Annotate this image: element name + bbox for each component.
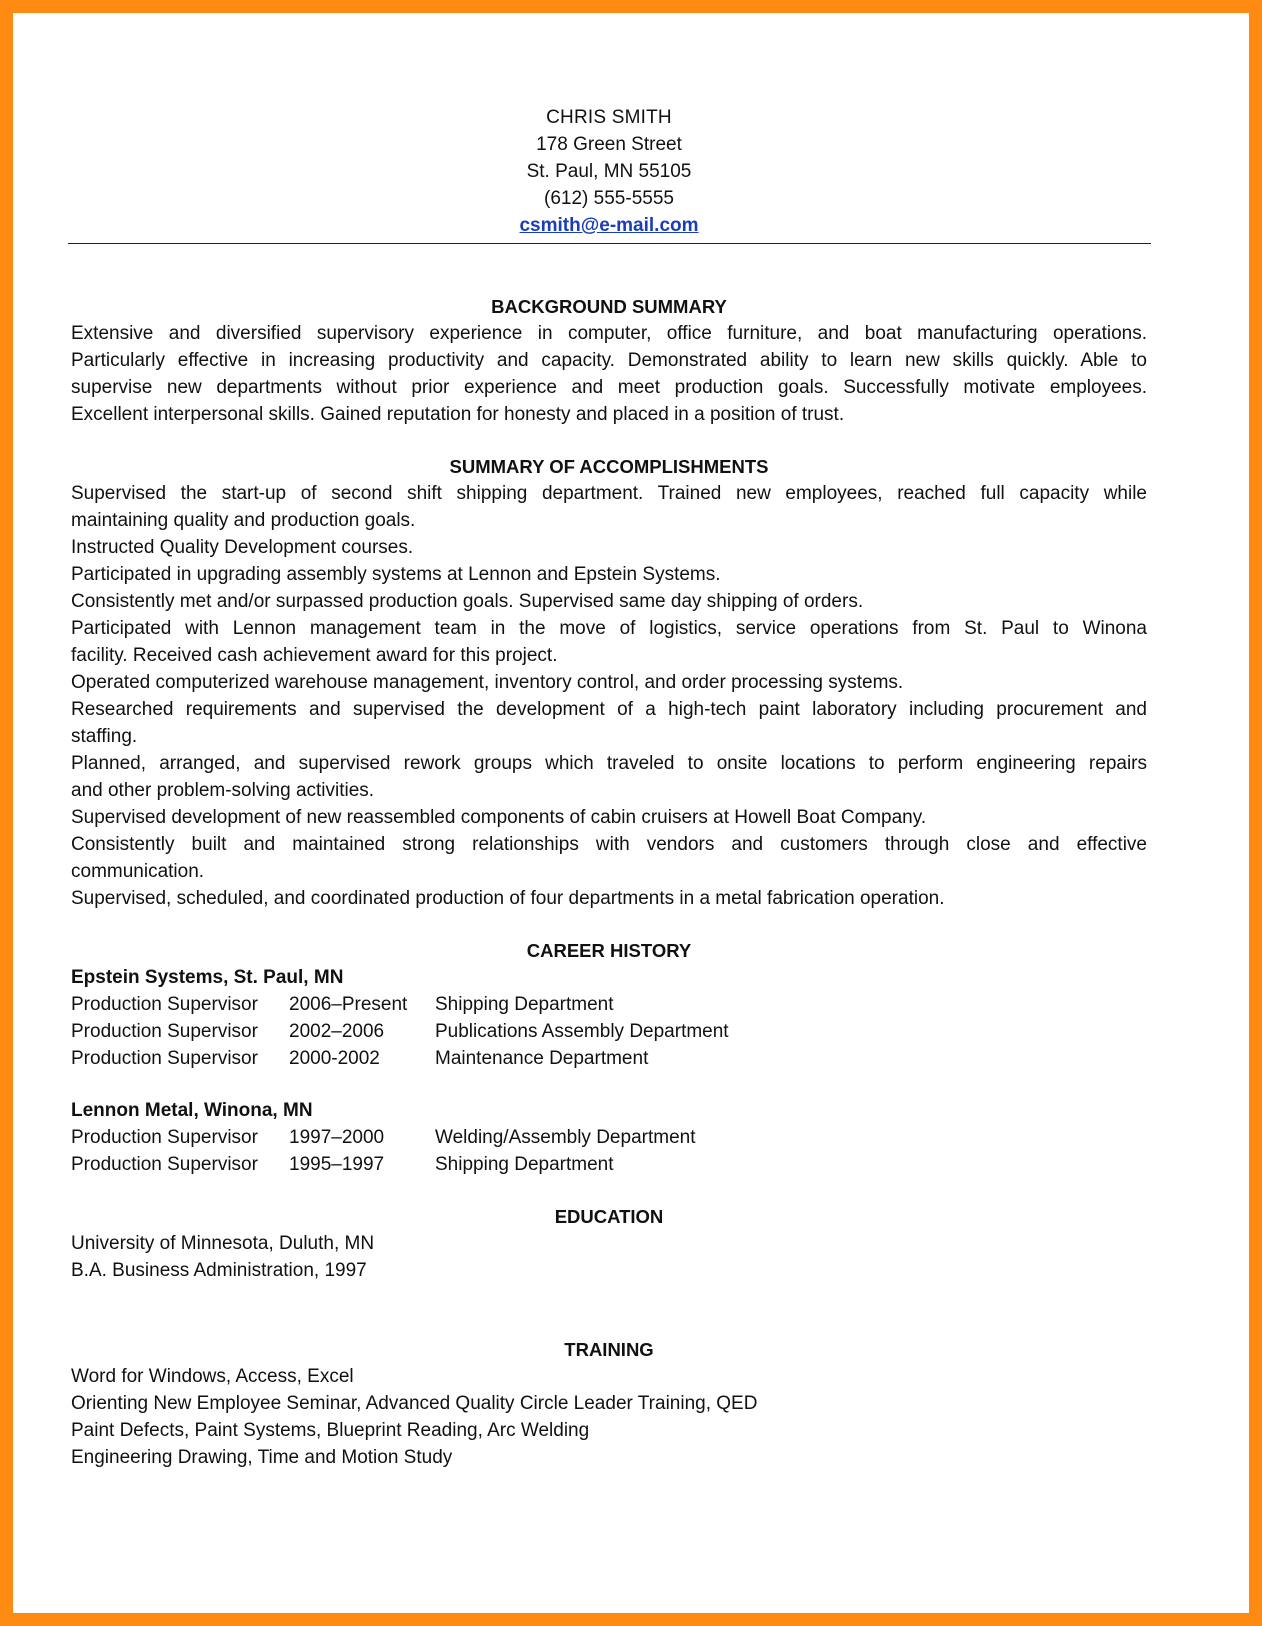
education-heading: EDUCATION — [554, 1206, 664, 1227]
career-history-heading: CAREER HISTORY — [526, 940, 692, 961]
training-item: Orienting New Employee Seminar, Advanced Quality Circle Leader Training, QED — [71, 1393, 758, 1414]
role-years: 1995–1997 — [289, 1154, 385, 1175]
candidate-name: CHRIS SMITH — [546, 107, 672, 128]
training-list — [71, 1363, 1147, 1471]
text-line: and other problem-solving activities. — [71, 780, 375, 801]
role-title: Production Supervisor — [71, 994, 258, 1015]
text-line: Consistently met and/or surpassed production goals. Supervised same day shipping of orders. — [71, 591, 864, 612]
text-line: Supervised the start-up of second shift shipping department. Trained new employees, reached full capacity while — [71, 483, 1147, 504]
resume-document — [71, 104, 1147, 1471]
text-line: Supervised development of new reassembled components of cabin cruisers at Howell Boat Company. — [71, 807, 927, 828]
text-line: Particularly effective in increasing productivity and capacity. Demonstrated ability to learn new skills quickly. Able to — [71, 350, 1147, 371]
text-line: Instructed Quality Development courses. — [71, 537, 414, 558]
role-title: Production Supervisor — [71, 1021, 258, 1042]
training-item: Paint Defects, Paint Systems, Blueprint Reading, Arc Welding — [71, 1420, 590, 1441]
training-heading: TRAINING — [564, 1339, 654, 1360]
text-line: supervise new departments without prior experience and meet production goals. Successfully motivate employees. — [71, 377, 1147, 398]
email-link[interactable]: csmith@e-mail.com — [519, 215, 699, 236]
text-line: Participated with Lennon management team in the move of logistics, service operations from St. Paul to Winona — [71, 618, 1147, 639]
role-department: Publications Assembly Department — [435, 1021, 729, 1042]
training-item: Word for Windows, Access, Excel — [71, 1366, 354, 1387]
role-department: Shipping Department — [435, 994, 614, 1015]
text-line: maintaining quality and production goals. — [71, 510, 416, 531]
career-company — [71, 964, 1147, 1072]
career-role-row — [71, 1045, 1147, 1072]
role-years: 2002–2006 — [289, 1021, 385, 1042]
role-department: Welding/Assembly Department — [435, 1127, 696, 1148]
role-years: 1997–2000 — [289, 1127, 385, 1148]
career-role-row — [71, 1124, 1147, 1151]
text-line: Extensive and diversified supervisory experience in computer, office furniture, and boat manufacturing operations. — [71, 323, 1147, 344]
text-line: Participated in upgrading assembly systems at Lennon and Epstein Systems. — [71, 564, 721, 585]
accomplishments-heading: SUMMARY OF ACCOMPLISHMENTS — [449, 456, 769, 477]
contact-header — [71, 104, 1147, 239]
education-school: University of Minnesota, Duluth, MN — [71, 1233, 375, 1254]
text-line: Consistently built and maintained strong relationships with vendors and customers through close and effective — [71, 834, 1147, 855]
career-role-row — [71, 1018, 1147, 1045]
text-line: facility. Received cash achievement award for this project. — [71, 645, 558, 666]
street-address: 178 Green Street — [536, 134, 682, 155]
text-line: staffing. — [71, 726, 138, 747]
role-department: Shipping Department — [435, 1154, 614, 1175]
background-summary-heading: BACKGROUND SUMMARY — [491, 296, 727, 317]
role-department: Maintenance Department — [435, 1048, 649, 1069]
text-line: communication. — [71, 861, 205, 882]
training-item: Engineering Drawing, Time and Motion Study — [71, 1447, 453, 1468]
role-title: Production Supervisor — [71, 1127, 258, 1148]
career-role-row — [71, 991, 1147, 1018]
city-state-zip: St. Paul, MN 55105 — [526, 161, 692, 182]
education-degree: B.A. Business Administration, 1997 — [71, 1260, 367, 1281]
text-line: Researched requirements and supervised the development of a high-tech paint laboratory including procurement and — [71, 699, 1147, 720]
role-title: Production Supervisor — [71, 1154, 258, 1175]
career-role-row — [71, 1151, 1147, 1178]
role-years: 2006–Present — [289, 994, 408, 1015]
role-title: Production Supervisor — [71, 1048, 258, 1069]
career-company — [71, 1097, 1147, 1178]
company-name: Lennon Metal, Winona, MN — [71, 1100, 313, 1121]
company-name: Epstein Systems, St. Paul, MN — [71, 967, 344, 988]
background-summary-text — [71, 320, 1147, 428]
text-line: Excellent interpersonal skills. Gained reputation for honesty and placed in a position of trust. — [71, 404, 845, 425]
phone-number: (612) 555-5555 — [544, 188, 674, 209]
text-line: Supervised, scheduled, and coordinated production of four departments in a metal fabrication operation. — [71, 888, 945, 909]
text-line: Operated computerized warehouse management, inventory control, and order processing systems. — [71, 672, 904, 693]
text-line: Planned, arranged, and supervised rework groups which traveled to onsite locations to perform engineering repairs — [71, 753, 1147, 774]
role-years: 2000-2002 — [289, 1048, 380, 1069]
accomplishments-list — [71, 480, 1147, 912]
